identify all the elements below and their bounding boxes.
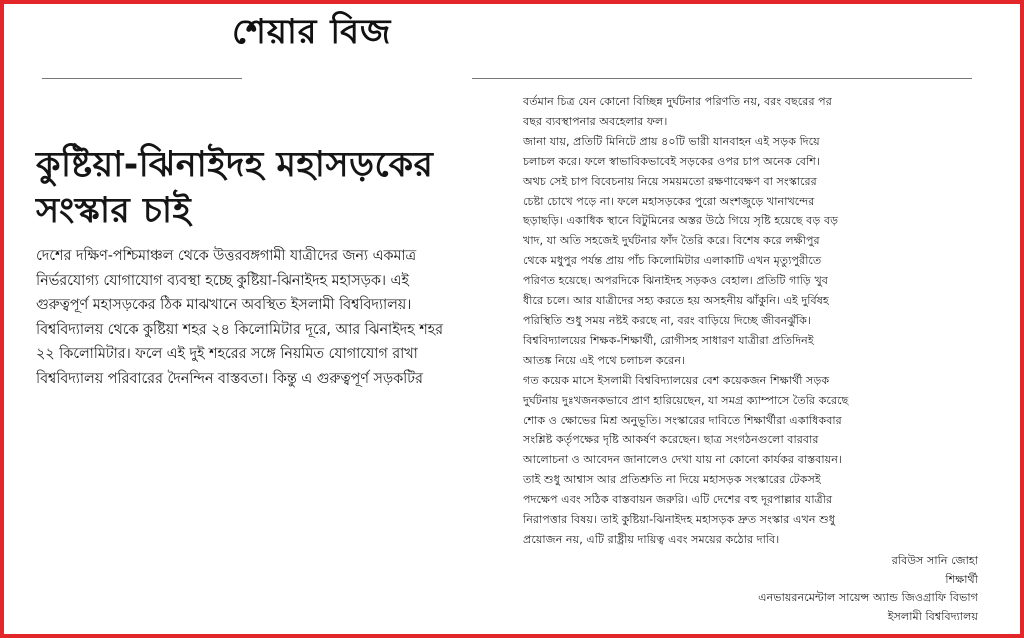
author-department: এনভায়রনমেন্টাল সায়েন্স অ্যান্ড জিওগ্রাফি বিভাগ (758, 591, 978, 604)
body-line: থেকে মধুপুর পর্যন্ত প্রায় পাঁচ কিলোমিটার এলাকাটি এখন মৃত্যুপুরীতে (523, 254, 822, 268)
article-lead (36, 244, 488, 392)
headline-line: কুষ্টিয়া-ঝিনাইদহ মহাসড়কের (36, 145, 434, 185)
body-line: চলাচল করে। ফলে স্বাভাবিকভাবেই সড়কের ওপর চাপ অনেক বেশি। (523, 154, 820, 168)
body-line: শোক ও ক্ষোভের মিশ্র অনুভূতি। সংস্কারের দাবিতে শিক্ষার্থীরা একাধিকবার (523, 413, 842, 427)
body-line: আলোচনা ও আবেদন জানালেও দেখা যায় না কোনো কার্যকর বাস্তবায়ন। (523, 453, 842, 467)
author-institution: ইসলামী বিশ্ববিদ্যালয় (887, 609, 978, 623)
body-line: সংশ্লিষ্ট কর্তৃপক্ষের দৃষ্টি আকর্ষণ করেছেন। ছাত্র সংগঠনগুলো বারবার (523, 433, 819, 447)
body-line: ছড়াছড়ি। একাধিক স্থানে বিটুমিনের অস্তর উঠে গিয়ে সৃষ্টি হয়েছে বড় বড় (523, 214, 839, 228)
article-headline (36, 142, 488, 234)
body-line: ধীরে চলে। আর যাত্রীদের সহ্য করতে হয় অসহনীয় ঝাঁকুনি। এই দুর্বিষহ (523, 294, 829, 308)
body-line: পরিস্থিতি শুধু সময় নষ্টই করছে না, বরং বাড়িয়ে দিচ্ছে জীবনঝুঁকি। (523, 313, 811, 327)
lead-line: বিশ্ববিদ্যালয় পরিবারের দৈনন্দিন বাস্তবতা। কিন্তু এ গুরুত্বপূর্ণ সড়কটির (36, 370, 423, 387)
author-name: রবিউস সানি জোহা (891, 554, 978, 567)
body-line: অথচ সেই চাপ বিবেচনায় নিয়ে সময়মতো রক্ষণাবেক্ষণ বা সংস্কারের (523, 174, 817, 188)
body-line: নিরাপত্তার বিষয়। তাই কুষ্টিয়া-ঝিনাইদহ মহাসড়ক দ্রুত সংস্কার এখন শুধু (523, 513, 835, 527)
body-line: বিশ্ববিদ্যালয়ের শিক্ষক-শিক্ষার্থী, রোগীসহ সাধারণ যাত্রীরা প্রতিদিনই (523, 333, 814, 347)
body-line: খাদ, যা অতি সহজেই দুর্ঘটনার ফাঁদ তৈরি করে। বিশেষ করে লক্ষীপুর (523, 234, 820, 248)
lead-line: ২২ কিলোমিটার। ফলে এই দুই শহরের সঙ্গে নিয়মিত যোগাযোগ রাখা (36, 346, 418, 363)
lead-line: গুরুত্বপূর্ণ মহাসড়কের ঠিক মাঝখানে অবস্থিত ইসলামী বিশ্ববিদ্যালয়। (36, 297, 412, 314)
section-title: শেয়ার বিজ (232, 12, 392, 52)
right-column (523, 92, 993, 550)
headline-line: সংস্কার চাই (36, 191, 192, 231)
header-rule-right (472, 78, 972, 79)
body-line: প্রয়োজন নয়, এটি রাষ্ট্রীয় দায়িত্ব এবং সময়ের কঠোর দাবি। (523, 532, 780, 546)
body-line: বর্তমান চিত্র যেন কোনো বিচ্ছিন্ন দুর্ঘটনার পরিণতি নয়, বরং বছরের পর (523, 95, 832, 108)
header-rule-left (42, 78, 242, 79)
body-line: জানা যায়, প্রতিটি মিনিটে প্রায় ৪০টি ভারী যানবাহন এই সড়ক দিয়ে (523, 134, 820, 148)
body-line: গত কয়েক মাসে ইসলামী বিশ্ববিদ্যালয়ের বেশ কয়েকজন শিক্ষার্থী সড়ক (523, 373, 830, 387)
body-line: পদক্ষেপ এবং সঠিক বাস্তবায়ন জরুরি। এটি দেশের বহু দূরপাল্লার যাত্রীর (523, 493, 833, 507)
body-line: আতঙ্ক নিয়ে এই পথে চলাচল করেন। (523, 353, 685, 367)
body-line: পরিণত হয়েছে। অপরদিকে ঝিনাইদহ সড়কও বেহাল। প্রতিটি গাড়ি খুব (523, 274, 829, 288)
body-line: চেষ্টা চোখে পড়ে না। ফলে মহাসড়কের পুরো অংশজুড়ে খানাখন্দের (523, 194, 815, 208)
lead-line: নির্ভরযোগ্য যোগাযোগ ব্যবস্থা হচ্ছে কুষ্টিয়া-ঝিনাইদহ মহাসড়ক। এই (36, 272, 409, 289)
lead-line: বিশ্ববিদ্যালয় থেকে কুষ্টিয়া শহর ২৪ কিলোমিটার দূরে, আর ঝিনাইদহ শহর (36, 321, 444, 338)
body-line: তাই শুধু আশ্বাস আর প্রতিশ্রুতি না দিয়ে মহাসড়ক সংস্কারের টেকসই (523, 473, 821, 487)
author-role: শিক্ষার্থী (945, 572, 978, 586)
body-line: দুর্ঘটনায় দুঃখজনকভাবে প্রাণ হারিয়েছেন, যা সমগ্র ক্যাম্পাসে তৈরি করেছে (523, 393, 849, 407)
left-column (36, 142, 488, 392)
author-signature (758, 552, 978, 626)
lead-line: দেশের দক্ষিণ-পশ্চিমাঞ্চল থেকে উত্তরবঙ্গগামী যাত্রীদের জন্য একমাত্র (36, 248, 417, 264)
body-line: বছর ব্যবস্থাপনার অবহেলার ফল। (523, 114, 668, 128)
